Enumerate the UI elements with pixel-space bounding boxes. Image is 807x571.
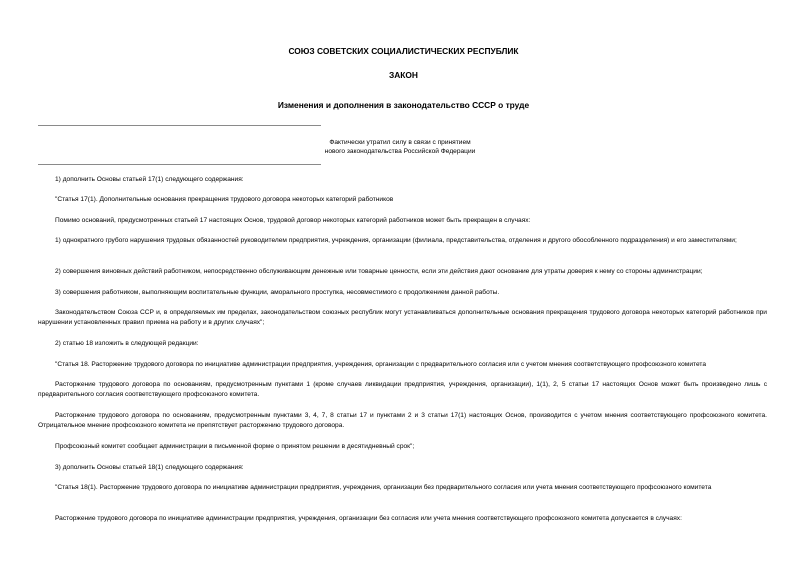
- paragraph-article-17-1-item-2: 2) совершения виновных действий работником, непосредственно обслуживающим денежные или товарные ценности, если эти действия дают основание для утраты доверия к нему со стороны администрации;: [55, 268, 703, 275]
- document-title: Изменения и дополнения в законодательство СССР о труде: [277, 100, 530, 110]
- status-note-line-1: Фактически утратил силу в связи с принятием: [329, 139, 471, 146]
- divider-top: [38, 125, 321, 126]
- paragraph-amendment-3: 3) дополнить Основы статьей 18(1) следующего содержания:: [55, 464, 244, 471]
- document-type: ЗАКОН: [389, 70, 418, 80]
- status-note-line-2: нового законодательства Российской Федерации: [324, 148, 476, 155]
- paragraph-article-18-1-heading: "Статья 18(1). Расторжение трудового договора по инициативе администрации предприятия, учреждения, организации без предварительного согласия или учета мнения соответствующего профсоюзного комитета: [55, 484, 712, 491]
- paragraph-article-18-part-1: Расторжение трудового договора по основаниям, предусмотренным пунктами 1 (кроме случаев ликвидации предприятия, учреждения, организации), 1(1), 2, 5 статьи 17 настоящих Основ может быть произведено лишь с предварительного согласия соответствующего профсоюзного комитета.: [38, 381, 767, 398]
- paragraph-article-17-1-item-1: 1) однократного грубого нарушения трудовых обязанностей руководителем предприятия, учреждения, организации (филиала, представительства, отделения и другого обособленного подразделения) и его заместителями;: [55, 237, 737, 244]
- paragraph-amendment-2: 2) статью 18 изложить в следующей редакции:: [55, 340, 199, 347]
- union-title: СОЮЗ СОВЕТСКИХ СОЦИАЛИСТИЧЕСКИХ РЕСПУБЛИК: [288, 46, 519, 56]
- divider-bottom: [38, 164, 321, 165]
- paragraph-article-17-1-closing: Законодательством Союза ССР и, в определяемых им пределах, законодательством союзных республик могут устанавливаться дополнительные основания прекращения трудового договора некоторых категорий работников при нарушении установленных правил приема на работу и в других случаях";: [38, 309, 767, 326]
- paragraph-article-17-1-item-3: 3) совершения работником, выполняющим воспитательные функции, аморального проступка, несовместимого с продолжением данной работы.: [55, 289, 500, 296]
- paragraph-article-17-1-heading: "Статья 17(1). Дополнительные основания прекращения трудового договора некоторых категорий работников: [55, 196, 394, 203]
- paragraph-article-17-1-intro: Помимо оснований, предусмотренных статьей 17 настоящих Основ, трудовой договор некоторых категорий работников может быть прекращен в случаях:: [55, 217, 531, 224]
- paragraph-article-18-1-intro: Расторжение трудового договора по инициативе администрации предприятия, учреждения, организации без согласия или учета мнения соответствующего профсоюзного комитета допускается в случаях:: [55, 515, 682, 522]
- paragraph-amendment-1: 1) дополнить Основы статьей 17(1) следующего содержания:: [55, 176, 244, 183]
- paragraph-article-18-heading: "Статья 18. Расторжение трудового договора по инициативе администрации предприятия, учреждения, организации с предварительного согласия или с учетом мнения соответствующего профсоюзного комитета: [55, 361, 707, 368]
- paragraph-article-18-part-2: Расторжение трудового договора по основаниям, предусмотренным пунктами 3, 4, 7, 8 статьи 17 и пунктами 2 и 3 статьи 17(1) настоящих Основ, производится с учетом мнения соответствующего профсоюзного комитета. Отрицательное мнение профсоюзного комитета не препятствует расторжению трудового договора.: [38, 412, 767, 429]
- paragraph-article-18-part-3: Профсоюзный комитет сообщает администрации в письменной форме о принятом решении в десятидневный срок";: [55, 443, 415, 450]
